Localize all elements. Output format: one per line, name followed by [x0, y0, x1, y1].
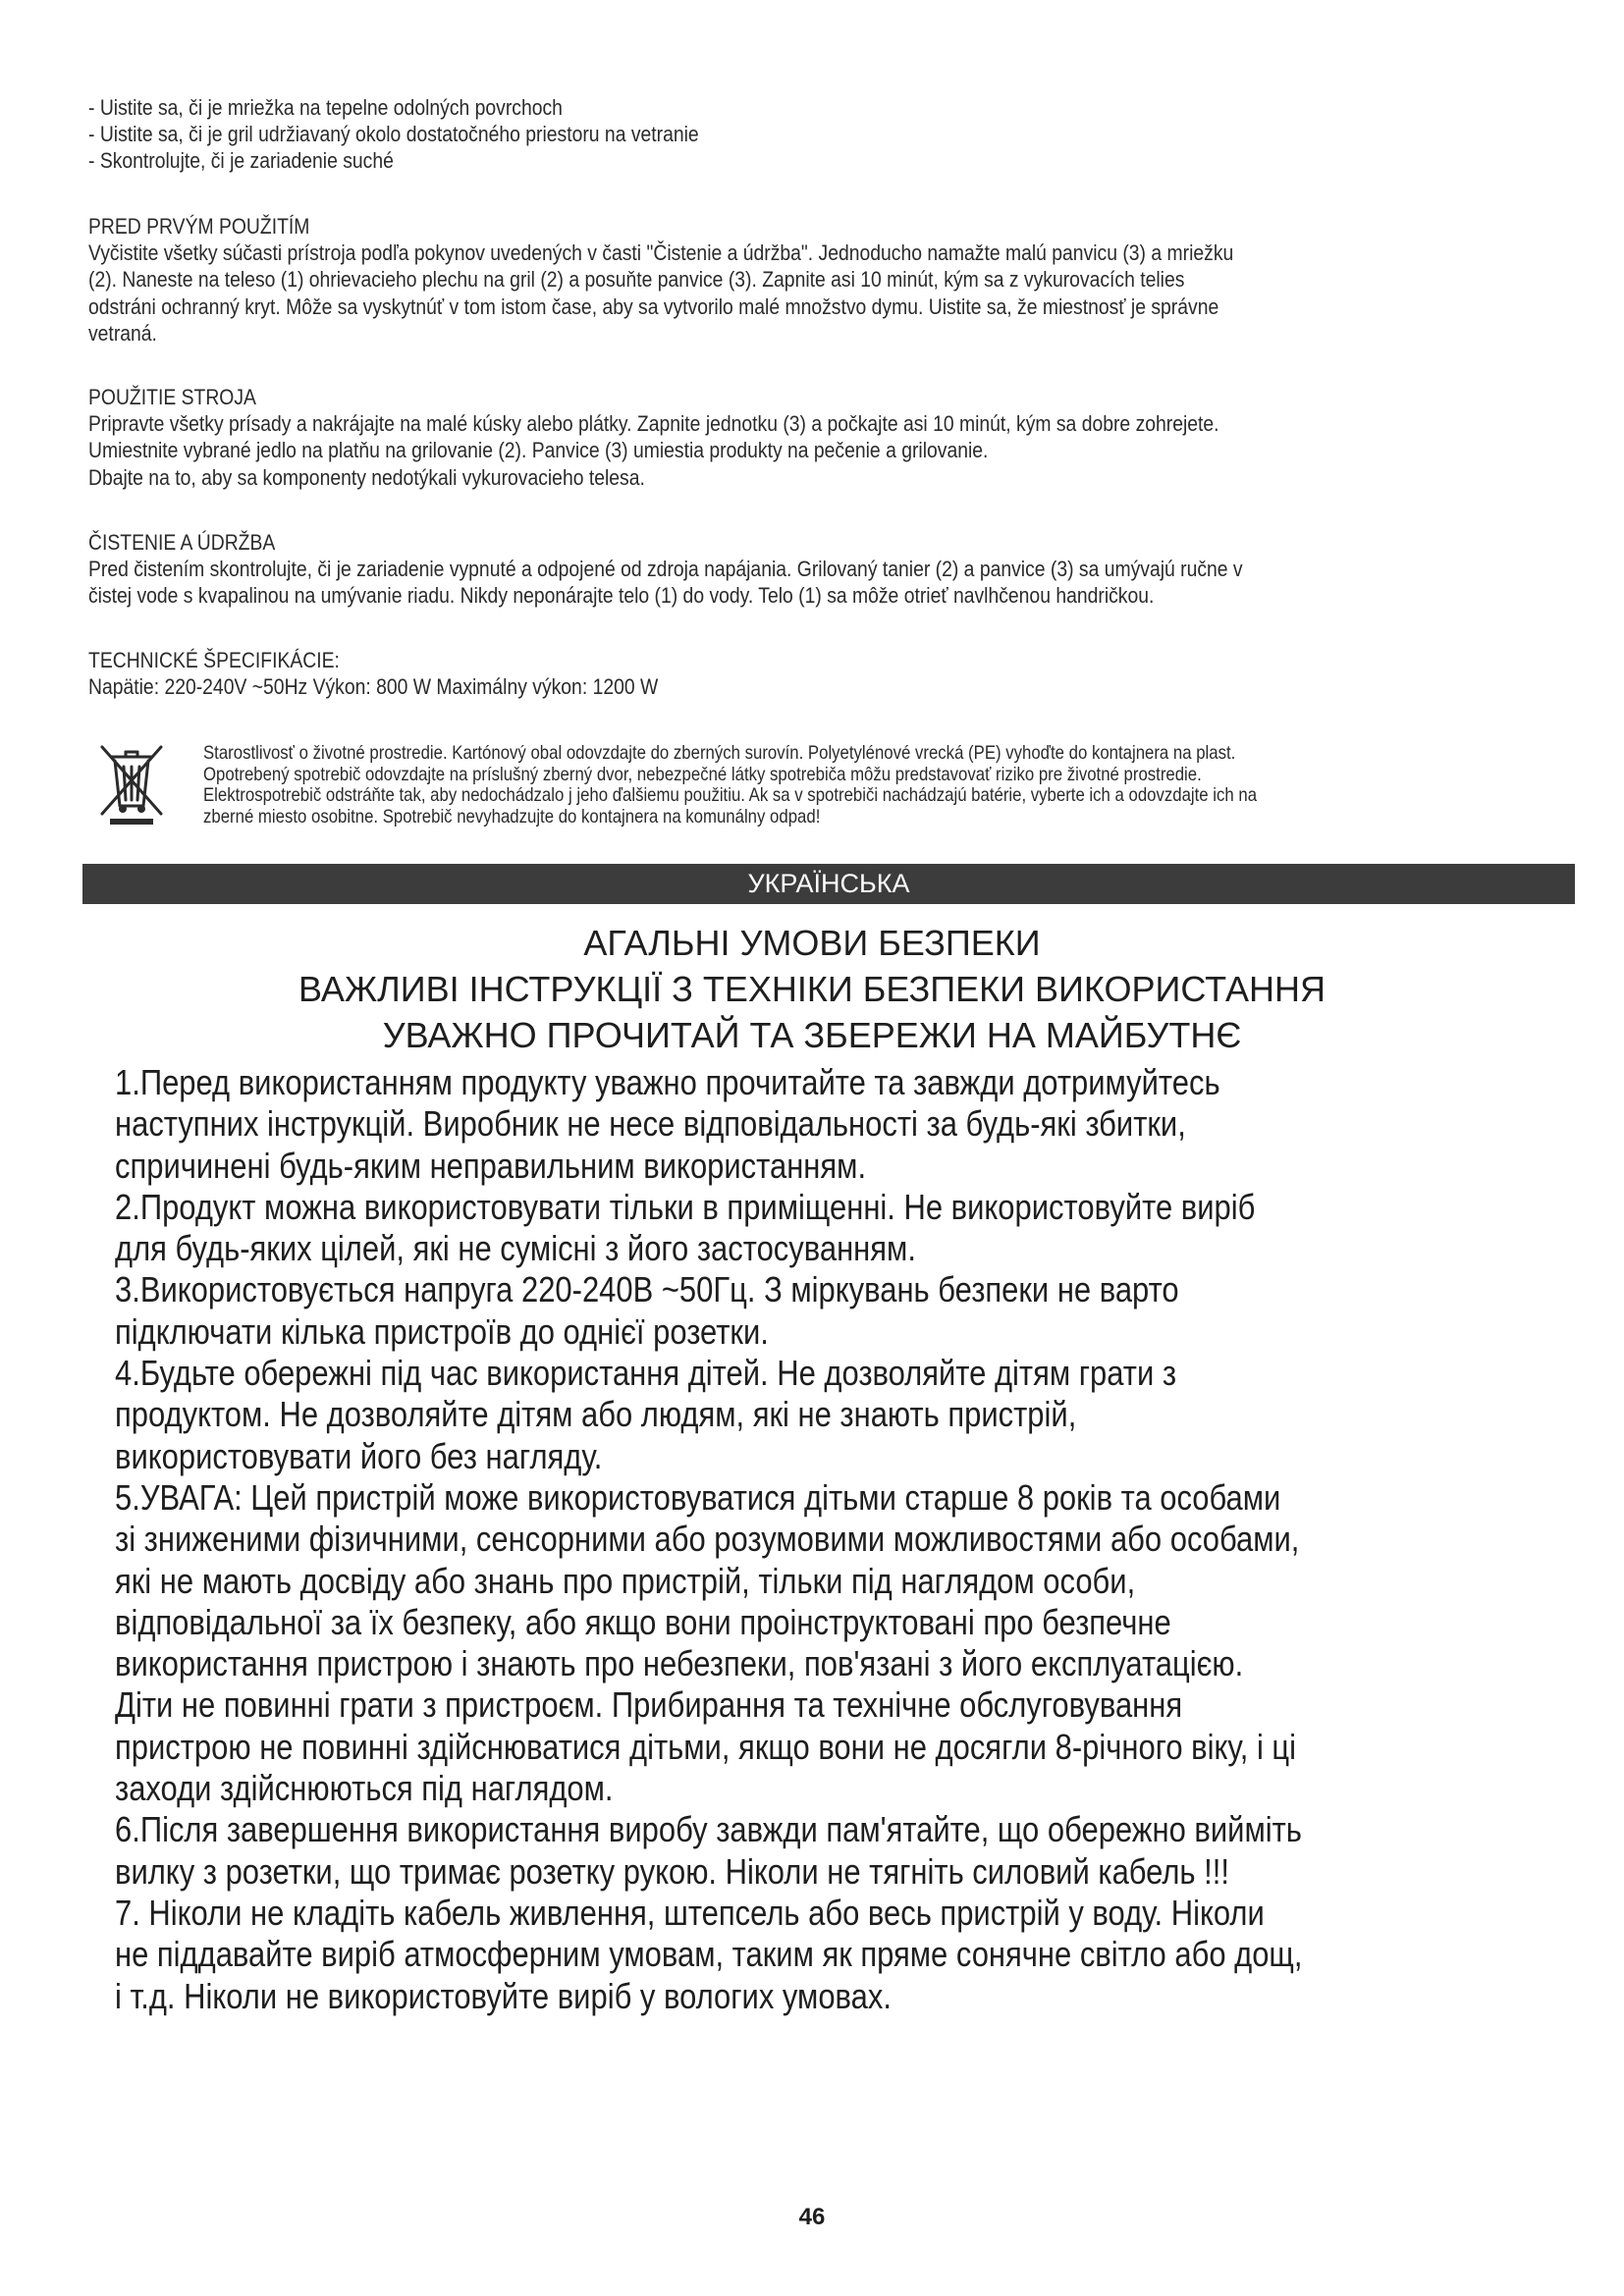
ua-line: не піддавайте виріб атмосферним умовам, таким як пряме сонячне світло або дощ,	[115, 1934, 1303, 1975]
ua-title-1: АГАЛЬНІ УМОВИ БЕЗПЕКИ	[583, 923, 1041, 963]
ua-line: зі зниженими фізичними, сенсорними або розумовими можливостями або особами,	[115, 1519, 1300, 1560]
page-number: 46	[798, 2204, 826, 2230]
checks-list	[88, 94, 1355, 175]
ua-line: вилку з розетки, що тримає розетку рукою. Ніколи не тягніть силовий кабель !!!	[115, 1850, 1229, 1892]
paragraph-line: čistej vode s kvapalinou na umývanie riadu. Nikdy neponárajte telo (1) do vody. Telo (1) sa môže otrieť navlhčenou handričkou.	[88, 583, 1155, 609]
ua-line: 6.Після завершення використання виробу завжди пам'ятайте, що обережно вийміть	[115, 1809, 1302, 1850]
check-item: - Skontrolujte, či je zariadenie suché	[88, 148, 394, 174]
ua-line: 3.Використовується напруга 220-240В ~50Гц. З міркувань безпеки не варто	[115, 1269, 1179, 1310]
crossed-out-wheelie-bin-icon	[96, 743, 167, 828]
eco-line: Elektrospotrebič odstráňte tak, aby nedochádzalo j jeho ďalšiemu použitiu. Ak sa v spotrebiči nachádzajú batérie, vyberte ich a odovzdajte ich na	[203, 784, 1258, 806]
ua-line: 5.УВАГА: Цей пристрій може використовуватися дітьми старше 8 років та особами	[115, 1476, 1281, 1518]
ua-line: відповідальної за їх безпеку, або якщо вони проінструктовані про безпечне	[115, 1601, 1171, 1642]
ua-line: і т.д. Ніколи не використовуйте виріб у вологих умовах.	[115, 1975, 892, 2016]
ua-line: Діти не повинні грати з пристроєм. Прибирання та технічне обслуговування	[115, 1684, 1183, 1726]
ua-line: пристрою не повинні здійснюватися дітьми, якщо вони не досягли 8-річного віку, і ці	[115, 1726, 1297, 1767]
paragraph-line: Vyčistite všetky súčasti prístroja podľa pokynov uvedených v časti "Čistenie a údržba". Jednoducho namažte malú panvicu (3) a mriežku	[88, 240, 1234, 266]
ua-instructions	[115, 1062, 1550, 2017]
paragraph-line: Pripravte všetky prísady a nakrájajte na malé kúsky alebo plátky. Zapnite jednotku (3) a počkajte asi 10 minút, kým sa dobre zohrejete.	[88, 411, 1219, 437]
paragraph-line: Dbajte na to, aby sa komponenty nedotýkali vykurovacieho telesa.	[88, 464, 645, 490]
ua-line: заходи здійснюються під наглядом.	[115, 1768, 614, 1809]
ua-title-3: УВАЖНО ПРОЧИТАЙ ТА ЗБЕРЕЖИ НА МАЙБУТНЄ	[382, 1015, 1242, 1055]
paragraph-line: Pred čistením skontrolujte, či je zariadenie vypnuté a odpojené od zdroja napájania. Grilovaný tanier (2) a panvice (3) sa umývajú ručne v	[88, 557, 1243, 582]
section-usage	[88, 384, 1355, 491]
ua-title-2: ВАЖЛИВІ ІНСТРУКЦІЇ З ТЕХНІКИ БЕЗПЕКИ ВИКОРИСТАННЯ	[298, 969, 1326, 1009]
tech-specs-line: Napätie: 220-240V ~50Hz Výkon: 800 W Maximálny výkon: 1200 W	[88, 674, 659, 700]
ua-line: 7. Ніколи не кладіть кабель живлення, штепсель або весь пристрій у воду. Ніколи	[115, 1892, 1265, 1933]
ua-line: 2.Продукт можна використовувати тільки в приміщенні. Не використовуйте виріб	[115, 1186, 1256, 1227]
language-bar: УКРАЇНСЬКА	[82, 864, 1575, 904]
section-heading: PRED PRVÝM POUŽITÍM	[88, 214, 310, 239]
eco-notice	[203, 743, 1487, 828]
paragraph-line: odstráni ochranný kryt. Môže sa vyskytnúť v tom istom čase, aby sa vytvorilo malé množstvo dymu. Uistite sa, že miestnosť je správne	[88, 294, 1219, 319]
check-item: - Uistite sa, či je gril udržiavaný okolo dostatočného priestoru na vetranie	[88, 122, 699, 147]
ua-line: підключати кілька пристроїв до однієї розетки.	[115, 1310, 769, 1352]
section-first-use	[88, 213, 1355, 347]
ua-line: використання пристрою і знають про небезпеки, пов'язані з його експлуатацією.	[115, 1643, 1244, 1684]
paragraph-line: Umiestnite vybrané jedlo na platňu na grilovanie (2). Panvice (3) umiestia produkty na pečenie a grilovanie.	[88, 438, 989, 463]
section-heading: POUŽITIE STROJA	[88, 385, 256, 409]
paragraph-line: (2). Naneste na teleso (1) ohrievacieho plechu na gril (2) a posuňte panvice (3). Zapnite asi 10 minút, kým sa z vykurovacích telies	[88, 267, 1185, 293]
section-heading: ČISTENIE A ÚDRŽBA	[88, 530, 276, 555]
eco-line: Starostlivosť o životné prostredie. Kartónový obal odovzdajte do zberných surovín. Polyetylénové vrecká (PE) vyhoďte do kontajnera na plast.	[203, 742, 1236, 764]
ua-line: використовувати його без нагляду.	[115, 1435, 603, 1476]
ua-line: які не мають досвіду або знань про пристрій, тільки під наглядом особи,	[115, 1560, 1136, 1601]
section-cleaning	[88, 529, 1355, 610]
ua-line: 4.Будьте обережні під час використання дітей. Не дозволяйте дітям грати з	[115, 1353, 1177, 1394]
eco-line: zberné miesto osobitne. Spotrebič nevyhadzujte do kontajnera na komunálny odpad!	[203, 805, 821, 828]
check-item: - Uistite sa, či je mriežka na tepelne odolných povrchoch	[88, 95, 563, 120]
ua-line: продуктом. Не дозволяйте дітям або людям, які не знають пристрій,	[115, 1394, 1077, 1435]
ua-line: наступних інструкцій. Виробник не несе відповідальності за будь-які збитки,	[115, 1103, 1186, 1145]
ua-line: 1.Перед використанням продукту уважно прочитайте та завжди дотримуйтесь	[115, 1062, 1220, 1102]
section-tech-specs	[88, 647, 1355, 700]
eco-line: Opotrebený spotrebič odovzdajte na príslušný zberný dvor, nebezpečné látky spotrebiča môžu predstavovať riziko pre životné prostredie.	[203, 763, 1202, 785]
ua-line: спричинені будь-яким неправильним використанням.	[115, 1145, 867, 1186]
ua-line: для будь-яких цілей, які не сумісні з його застосуванням.	[115, 1228, 916, 1269]
section-heading: TECHNICKÉ ŠPECIFIKÁCIE:	[88, 648, 340, 672]
paragraph-line: vetraná.	[88, 320, 157, 346]
